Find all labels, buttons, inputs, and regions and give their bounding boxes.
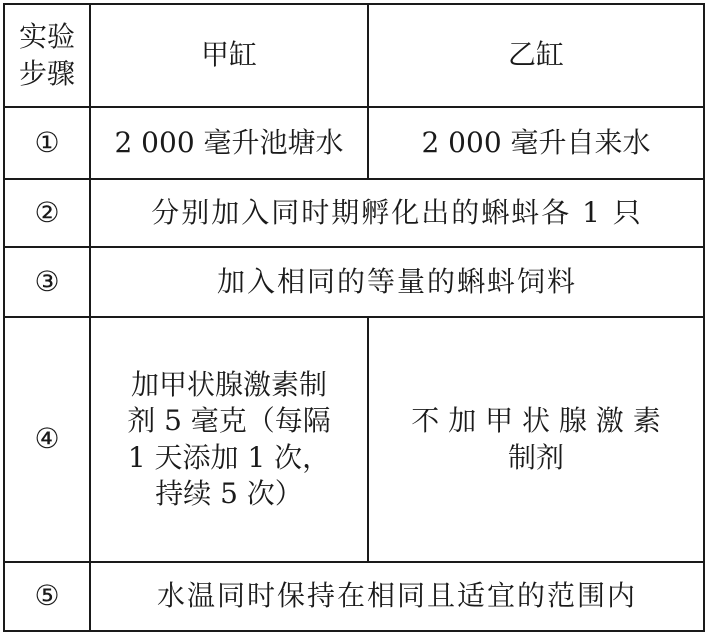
tank-a-header: 甲缸 [90,4,368,107]
step-number: ③ [4,247,90,317]
step-number: ② [4,179,90,247]
tank-a-line: 1 天添加 1 次， [127,440,331,474]
tank-b-line: 不 加 甲 状 腺 激 素 [411,404,661,438]
tank-a-line: 剂 5 毫克（每隔 [127,404,331,438]
experiment-table [3,3,705,632]
table-row [4,317,704,562]
table-row [4,247,704,317]
table-row [4,562,704,631]
shared-cell: 分别加入同时期孵化出的蝌蚪各 1 只 [90,179,704,247]
tank-b-header: 乙缸 [368,4,704,107]
tank-a-line: 加甲状腺激素制 [130,367,327,401]
table-row [4,179,704,247]
tank-a-line: 持续 5 次） [155,476,303,510]
step-number: ④ [4,317,90,562]
step-header-line2: 步骤 [18,56,75,90]
step-number: ⑤ [4,562,90,631]
shared-cell: 加入相同的等量的蝌蚪饲料 [90,247,704,317]
tank-a-cell [90,317,368,562]
table-row [4,107,704,179]
step-number: ① [4,107,90,179]
step-header-line1: 实验 [18,20,75,54]
header-row [4,4,704,107]
step-header-cell [4,4,90,107]
shared-cell: 水温同时保持在相同且适宜的范围内 [90,562,704,631]
tank-b-line: 制剂 [507,440,564,474]
tank-b-cell: 2 000 毫升自来水 [368,107,704,179]
tank-b-cell [368,317,704,562]
tank-a-cell: 2 000 毫升池塘水 [90,107,368,179]
